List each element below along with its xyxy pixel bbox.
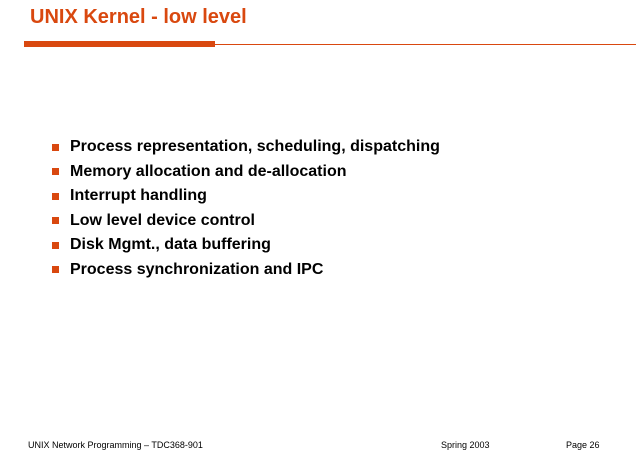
square-bullet-icon [52,193,59,200]
title-underline-accent [24,41,215,47]
bullet-item [52,233,440,258]
bullet-text: Interrupt handling [70,187,207,205]
square-bullet-icon [52,168,59,175]
square-bullet-icon [52,217,59,224]
bullet-text: Process synchronization and IPC [70,260,324,278]
bullet-item [52,160,440,185]
bullet-text: Disk Mgmt., data buffering [70,236,271,254]
square-bullet-icon [52,144,59,151]
bullet-item [52,258,440,283]
footer-term: Spring 2003 [441,440,490,450]
square-bullet-icon [52,242,59,249]
footer-course: UNIX Network Programming – TDC368-901 [28,440,203,450]
bullet-item [52,184,440,209]
square-bullet-icon [52,266,59,273]
bullet-item [52,209,440,234]
bullet-text: Memory allocation and de-allocation [70,162,347,180]
bullet-list [52,135,440,282]
slide-title: UNIX Kernel - low level [30,6,247,28]
bullet-text: Low level device control [70,211,255,229]
bullet-item [52,135,440,160]
bullet-text: Process representation, scheduling, dispatching [70,138,440,156]
footer-page-number: Page 26 [566,440,600,450]
